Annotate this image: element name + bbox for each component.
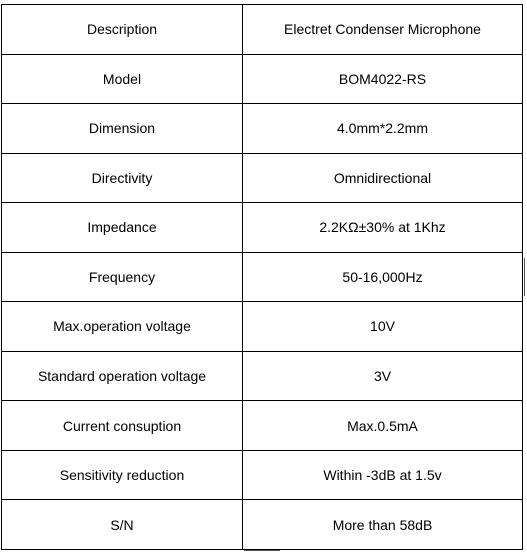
row-label: Max.operation voltage (2, 302, 243, 352)
row-label: S/N (2, 500, 243, 550)
row-label: Sensitivity reduction (2, 450, 243, 500)
row-value: 2.2KΩ±30% at 1Khz (243, 203, 523, 253)
table-row (2, 5, 523, 55)
row-label: Description (2, 5, 243, 55)
row-label: Frequency (2, 252, 243, 302)
row-value: Max.0.5mA (243, 401, 523, 451)
spec-table (1, 4, 523, 550)
table-row (2, 500, 523, 550)
edge-mark (244, 550, 280, 551)
row-label: Directivity (2, 153, 243, 203)
row-value: Within -3dB at 1.5v (243, 450, 523, 500)
row-value: BOM4022-RS (243, 54, 523, 104)
row-label: Model (2, 54, 243, 104)
table-row (2, 54, 523, 104)
row-label: Dimension (2, 104, 243, 154)
table-row (2, 203, 523, 253)
row-value: 3V (243, 351, 523, 401)
row-label: Standard operation voltage (2, 351, 243, 401)
scrollbar-mark (524, 258, 525, 296)
table-row (2, 351, 523, 401)
row-label: Impedance (2, 203, 243, 253)
row-value: 4.0mm*2.2mm (243, 104, 523, 154)
table-row (2, 401, 523, 451)
table-row (2, 252, 523, 302)
row-label: Current consuption (2, 401, 243, 451)
row-value: 50-16,000Hz (243, 252, 523, 302)
table-row (2, 302, 523, 352)
table-row (2, 153, 523, 203)
row-value: More than 58dB (243, 500, 523, 550)
table-row (2, 104, 523, 154)
row-value: Electret Condenser Microphone (243, 5, 523, 55)
row-value: 10V (243, 302, 523, 352)
table-row (2, 450, 523, 500)
row-value: Omnidirectional (243, 153, 523, 203)
